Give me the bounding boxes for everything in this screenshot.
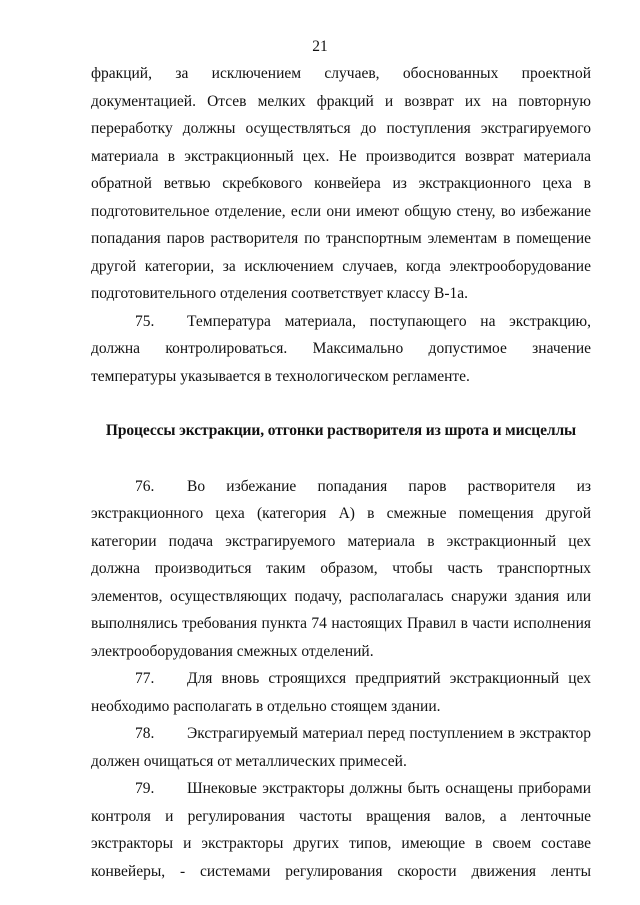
paragraph-number: 76. [135, 477, 155, 495]
paragraph-number: 77. [135, 670, 155, 687]
paragraph-text: Во избежание попадания паров растворителя из экстракционного цеха (категория А) в смежные помещения другой категории подача экстрагируемого материала в экстракционный цех должна производиться таким образом, чтобы часть транспортных элементов, осуществляющих подачу, располагалась снаружи здания или выполнялись требования пункта 74 настоящих Правил в части исполнения электрооборудования смежных отделений. [91, 477, 591, 660]
section-heading: Процессы экстракции, отгонки растворителя из шрота и мисцеллы [105, 422, 577, 439]
paragraph-continuation [91, 60, 591, 308]
paragraph-text: Для вновь строящихся предприятий экстракционный цех необходимо располагать в отдельно стоящем здании. [91, 670, 591, 715]
paragraph-79 [91, 775, 591, 885]
paragraph-78 [91, 720, 591, 775]
paragraph-text: Температура материала, поступающего на экстракцию, должна контролироваться. Максимально допустимое значение температуры указывается в технологическом регламенте. [91, 312, 591, 385]
paragraph-number: 78. [135, 725, 155, 742]
paragraph-75 [91, 308, 591, 391]
paragraph-text: Шнековые экстракторы должны быть оснащены приборами контроля и регулирования частоты вращения валов, а ленточные экстракторы и экстракторы других типов, имеющие в своем составе конвейеры, - системами регулирования скорости движения ленты [91, 780, 591, 880]
paragraph-text: фракций, за исключением случаев, обоснованных проектной документацией. Отсев мелких фракций и возврат их на повторную переработку должны осуществляться до поступления экстрагируемого материала в экстракционный цех. Не производится возврат материала обратной ветвью скребкового конвейера из экстракционного цеха в подготовительное отделение, если они имеют общую стену, во избежание попадания паров растворителя по транспортным элементам в помещение другой категории, за исключением случаев, когда электрооборудование подготовительного отделения соответствует классу В-1а. [91, 65, 591, 302]
paragraph-text: Экстрагируемый материал перед поступлением в экстрактор должен очищаться от металлических примесей. [91, 725, 591, 770]
paragraph-77 [91, 665, 591, 720]
paragraph-76 [91, 473, 591, 666]
paragraph-number: 75. [135, 312, 155, 330]
paragraph-number: 79. [135, 780, 155, 797]
page-number: 21 [312, 38, 328, 55]
document-body [91, 60, 591, 885]
